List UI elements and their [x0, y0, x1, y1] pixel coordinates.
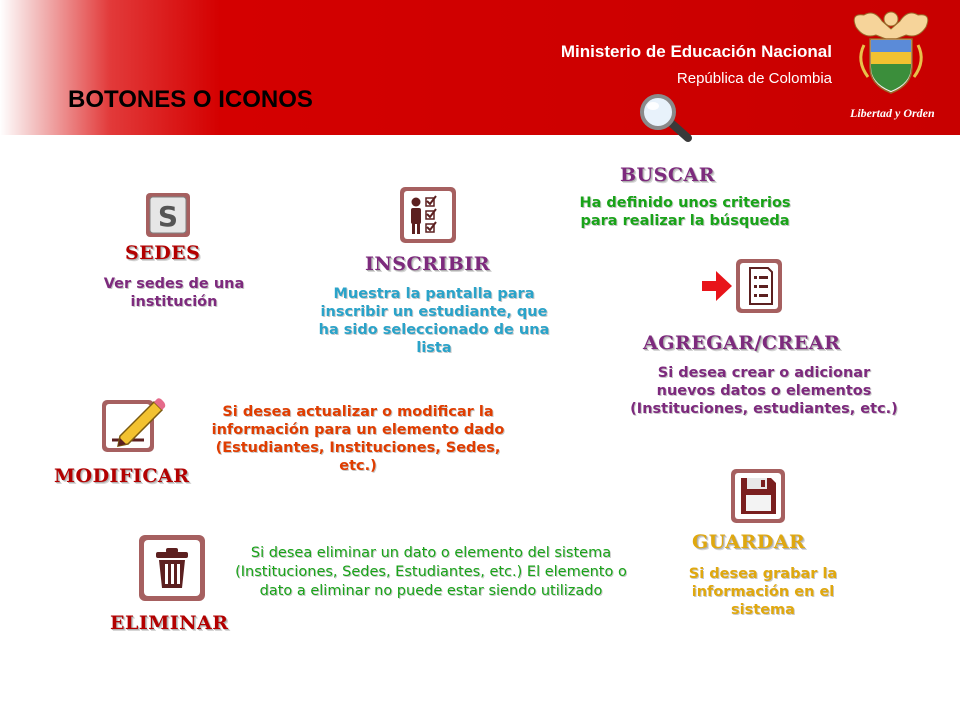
guardar-description: Si desea grabar la información en el sistema: [688, 566, 838, 618]
trash-can-icon[interactable]: [138, 534, 206, 602]
arrow-document-icon[interactable]: [700, 258, 784, 314]
agregar-description: Si desea crear o adicionar nuevos datos o elementos (Instituciones, estudiantes, etc.): [630, 365, 898, 417]
modificar-description: Si desea actualizar o modificar la información para un elemento dado (Estudiantes, Instituciones, Sedes, etc.): [211, 404, 505, 474]
sedes-description: Ver sedes de una institución: [103, 276, 245, 310]
inscribir-description: Muestra la pantalla para inscribir un estudiante, que ha sido seleccionado de una lista: [318, 286, 550, 356]
coat-of-arms-icon: [848, 5, 934, 97]
magnifier-icon[interactable]: [638, 92, 698, 144]
pencil-edit-icon[interactable]: [100, 394, 168, 454]
svg-text:S: S: [157, 200, 179, 233]
buscar-label: BUSCAR: [620, 164, 716, 186]
inscribir-label: INSCRIBIR: [365, 253, 491, 275]
guardar-label: GUARDAR: [692, 531, 806, 553]
motto-text: Libertad y Orden: [850, 106, 935, 120]
modificar-label: MODIFICAR: [54, 465, 190, 487]
republic-name: República de Colombia: [676, 70, 832, 87]
ministry-name: Ministerio de Educación Nacional: [560, 42, 832, 61]
eliminar-label: ELIMINAR: [110, 612, 229, 634]
person-checklist-icon[interactable]: [399, 186, 457, 244]
agregar-label: AGREGAR/CREAR: [643, 332, 841, 354]
floppy-disk-icon[interactable]: [730, 468, 786, 524]
eliminar-description: Si desea eliminar un dato o elemento del sistema (Instituciones, Sedes, Estudiantes, etc.) El elemento o dato a eliminar no puede estar siendo utilizado: [235, 545, 627, 599]
s-letter-icon[interactable]: [145, 192, 191, 238]
header-banner: [0, 0, 960, 135]
page-title: BOTONES O ICONOS: [68, 86, 313, 113]
sedes-label: SEDES: [125, 242, 201, 264]
buscar-description: Ha definido unos criterios para realizar la búsqueda: [579, 195, 791, 229]
